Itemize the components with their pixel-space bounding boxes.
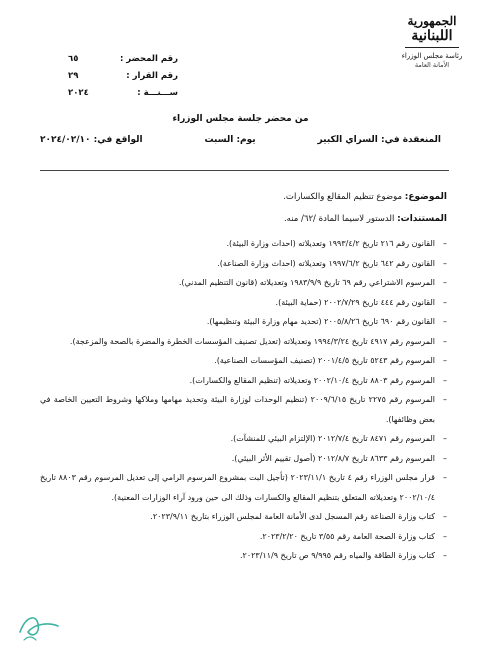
letterhead xyxy=(397,14,467,70)
session-line xyxy=(40,135,441,145)
list-item: – القانون رقم ٤٤٤ تاريخ ٢٠٠٢/٧/٢٩ (حماية البيئة). xyxy=(40,293,447,313)
list-item: – المرسوم رقم ٨٦٣٣ تاريخ ٢٠١٢/٨/٧ (أصول تقييم الأثر البيئي). xyxy=(40,449,447,469)
meta-label: رقم المحضر : xyxy=(119,54,178,64)
meta-value: ٦٥ xyxy=(68,54,79,64)
list-item: – كتاب وزارة الصناعة رقم المسجل لدى الأمانة العامة لمجلس الوزراء بتاريخ ٢٠٢٣/٩/١١. xyxy=(40,507,447,527)
documents-heading xyxy=(40,214,447,224)
list-item: – قرار مجلس الوزراء رقم ٤ تاريخ ٢٠٢٣/١١/١ (تأجيل البت بمشروع المرسوم الرامي إلى تعديل المرسوم رقم ٨٨٠٣ تاريخ ٢٠٠٢/١٠/٤ وتعديلاته المتعلق بتنظيم المقالع والكسارات وذلك الى حين ورود آراء الوزارات المعنية). xyxy=(40,468,447,507)
list-item: – القانون رقم ٦٤٢ تاريخ ١٩٩٧/٦/٢ وتعديلاته (احداث وزارة الصناعة). xyxy=(40,254,447,274)
list-item: – المرسوم رقم ٢٢٧٥ تاريخ ٢٠٠٩/٦/١٥ (تنظيم الوحدات لوزارة البيئة وتحديد مهامها وملاكها وشروط التعيين الخاصة في بعض وظائفها). xyxy=(40,390,447,429)
meta-label: ســـنـــة : xyxy=(137,88,178,98)
list-item: – كتاب وزارة الصحة العامة رقم ٣/٥٥ تاريخ ٢٠٢٣/٢/٢٠. xyxy=(40,527,447,547)
letterhead-line2: اللبنانية xyxy=(411,28,453,44)
subject-text: موضوع تنظيم المقالع والكسارات. xyxy=(283,192,403,202)
page-title: من محضر جلسة مجلس الوزراء xyxy=(172,114,309,124)
session-location: المنعقدة في: السراي الكبير xyxy=(317,135,441,145)
list-item: – كتاب وزارة الطاقة والمياه رقم ٩/٩٩٥ ص تاريخ ٢٠٢٣/١١/٩. xyxy=(40,546,447,566)
header-divider xyxy=(40,170,449,171)
session-day: يوم: السبت xyxy=(204,135,256,145)
documents-first: الدستور لاسيما المادة /٦٢/ منه. xyxy=(283,214,395,224)
meta-row-decision xyxy=(68,71,178,88)
list-item: – المرسوم رقم ٥٢٤٣ تاريخ ٢٠٠١/٤/٥ (تصنيف المؤسسات الصناعية). xyxy=(40,351,447,371)
documents-label: المستندات: xyxy=(397,214,447,224)
letterhead-line1: الجمهورية xyxy=(407,14,457,28)
list-item: – المرسوم رقم ٨٨٠٣ تاريخ ٢٠٠٢/١٠/٤ وتعديلاته (تنظيم المقالع والكسارات). xyxy=(40,371,447,391)
meta-label: رقم القرار : xyxy=(126,71,178,81)
list-item: – المرسوم الاشتراعي رقم ٦٩ تاريخ ١٩٨٣/٩/٩ وتعديلاته (قانون التنظيم المدني). xyxy=(40,273,447,293)
session-date: الواقع في: ٢٠٢٤/٠٢/١٠ xyxy=(40,135,143,145)
list-item: – المرسوم رقم ٤٩١٧ تاريخ ١٩٩٤/٣/٢٤ وتعديلاته (تعديل تصنيف المؤسسات الخطرة والمضرة بالصحة والمزعجة). xyxy=(40,332,447,352)
list-item: – القانون رقم ٢١٦ تاريخ ١٩٩٣/٤/٢ وتعديلاته (احداث وزارة البيئة). xyxy=(40,234,447,254)
letterhead-line4: الأمانة العامة xyxy=(414,61,450,69)
meta-value: ٢٩ xyxy=(68,71,79,81)
meta-block xyxy=(68,54,178,105)
meta-row-minutes xyxy=(68,54,178,71)
documents-list xyxy=(40,234,447,566)
letterhead-rule xyxy=(405,47,459,48)
meta-value: ٢٠٢٤ xyxy=(68,88,89,98)
letterhead-line3: رئاسة مجلس الوزراء xyxy=(401,52,463,60)
subject-line xyxy=(40,192,447,202)
signature-squiggle-icon xyxy=(14,596,64,646)
list-item: – القانون رقم ٦٩٠ تاريخ ٢٠٠٥/٨/٢٦ (تحديد مهام وزارة البيئة وتنظيمها). xyxy=(40,312,447,332)
list-item: – المرسوم رقم ٨٤٧١ تاريخ ٢٠١٢/٧/٤ (الإلتزام البيئي للمنشآت). xyxy=(40,429,447,449)
subject-label: الموضوع: xyxy=(404,192,447,202)
meta-row-year xyxy=(68,88,178,105)
